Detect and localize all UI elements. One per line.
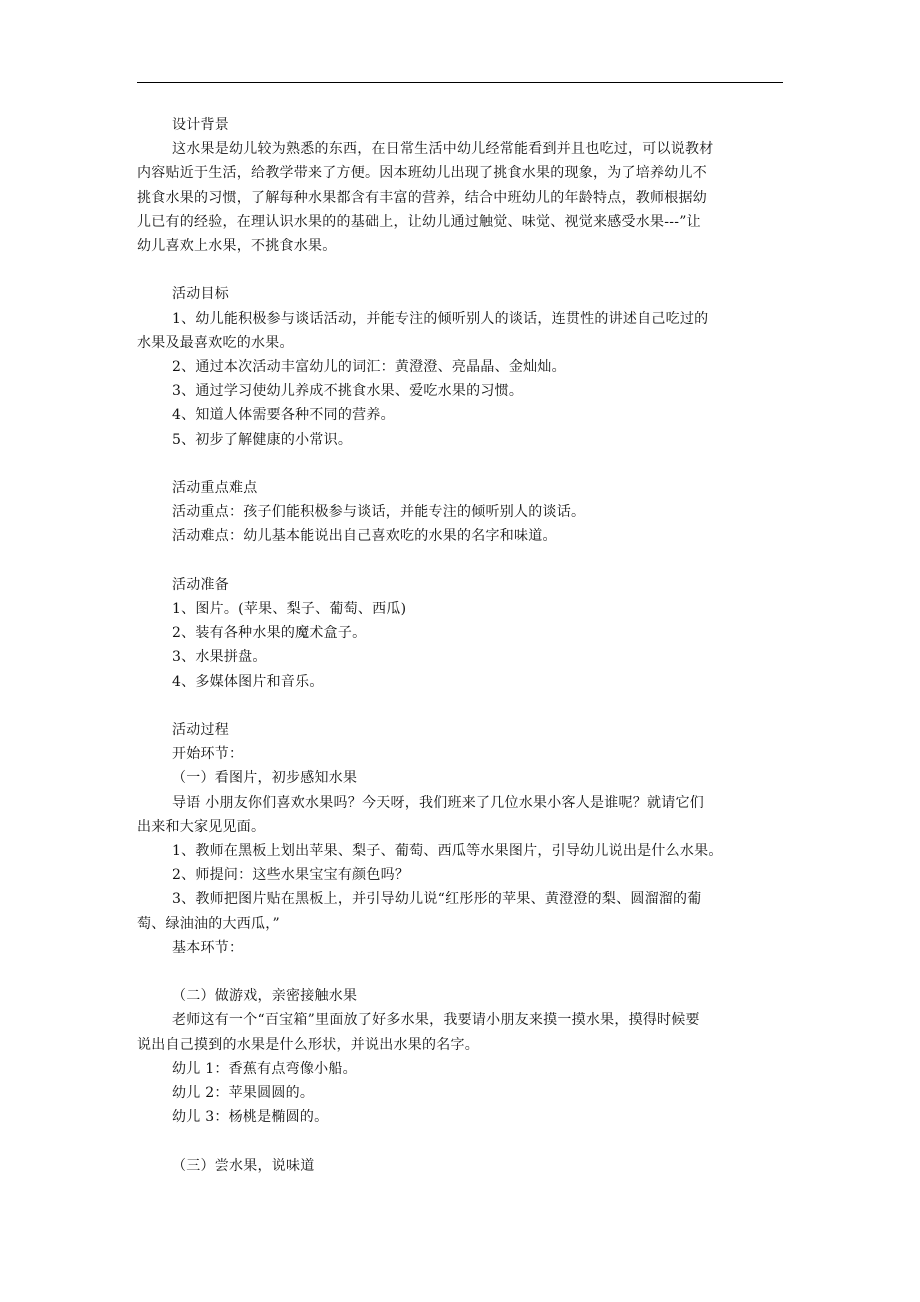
- paragraph-spacer: [137, 960, 783, 984]
- text-line: 老师这有一个“百宝箱”里面放了好多水果，我要请小朋友来摸一摸水果，摸得时候要: [172, 1012, 700, 1029]
- text-line: 水果及最喜欢吃的水果。: [137, 334, 294, 351]
- text-line: 3、通过学习使幼儿养成不挑食水果、爱吃水果的习惯。: [172, 383, 524, 400]
- text-line: 1、幼儿能积极参与谈话活动，并能专注的倾听别人的谈话，连贯性的讲述自己吃过的: [172, 310, 709, 327]
- text-line: 3、教师把图片贴在黑板上，并引导幼儿说“红彤彤的苹果、黄澄澄的梨、圆溜溜的葡: [172, 891, 702, 908]
- text-line: 开始环节：: [172, 746, 244, 763]
- text-line: 5、初步了解健康的小常识。: [172, 431, 353, 448]
- paragraph-spacer: [137, 452, 783, 476]
- text-line: 幼儿 1：香蕉有点弯像小船。: [172, 1060, 357, 1077]
- text-line: 儿已有的经验，在理认识水果的的基础上，让幼儿通过触觉、味觉、视觉来感受水果---”让: [137, 213, 701, 230]
- text-line: 活动重点：孩子们能积极参与谈话，并能专注的倾听别人的谈话。: [172, 504, 586, 521]
- text-line: 出来和大家见见面。: [137, 818, 266, 835]
- text-line: 幼儿 3：杨桃是椭圆的。: [172, 1109, 329, 1126]
- paragraph-spacer: [137, 694, 783, 718]
- text-line: 萄、绿油油的大西瓜，”: [137, 915, 280, 932]
- paragraph-spacer: [137, 258, 783, 282]
- text-line: 导语 小朋友你们喜欢水果吗？今天呀，我们班来了几位水果小客人是谁呢？就请它们: [172, 794, 704, 811]
- text-line: 这水果是幼儿较为熟悉的东西，在日常生活中幼儿经常能看到并且也吃过，可以说教材: [172, 141, 714, 158]
- text-line: 4、多媒体图片和音乐。: [172, 673, 324, 690]
- text-line: 内容贴近于生活，给教学带来了方便。因本班幼儿出现了挑食水果的现象，为了培养幼儿不: [137, 165, 707, 182]
- text-line: （三）尝水果，说味道: [172, 1157, 315, 1174]
- text-line: 幼儿喜欢上水果，不挑食水果。: [137, 238, 337, 255]
- text-line: 挑食水果的习惯，了解每种水果都含有丰富的营养，结合中班幼儿的年龄特点，教师根据幼: [137, 189, 707, 206]
- text-line: 1、教师在黑板上划出苹果、梨子、葡萄、西瓜等水果图片，引导幼儿说出是什么水果。: [172, 843, 723, 860]
- text-line: 活动重点难点: [172, 480, 258, 497]
- text-line: 活动难点：幼儿基本能说出自己喜欢吃的水果的名字和味道。: [172, 528, 557, 545]
- text-line: 活动目标: [172, 286, 229, 303]
- text-line: 说出自己摸到的水果是什么形状，并说出水果的名字。: [137, 1036, 479, 1053]
- text-line: 基本环节：: [172, 939, 244, 956]
- paragraph-spacer: [137, 549, 783, 573]
- text-line: 设计背景: [172, 117, 229, 133]
- text-line: 1、图片。(苹果、梨子、葡萄、西瓜): [172, 601, 407, 618]
- text-line: 4、知道人体需要各种不同的营养。: [172, 407, 395, 424]
- text-line: 活动过程: [172, 722, 229, 739]
- header-rule: [137, 82, 783, 83]
- text-line: 2、通过本次活动丰富幼儿的词汇：黄澄澄、亮晶晶、金灿灿。: [172, 359, 566, 376]
- document-body: [137, 113, 783, 1178]
- text-line: 2、装有各种水果的魔术盒子。: [172, 625, 367, 642]
- text-line: 2、师提问：这些水果宝宝有颜色吗？: [172, 867, 410, 884]
- paragraph-spacer: [137, 1129, 783, 1153]
- text-line: 幼儿 2：苹果圆圆的。: [172, 1085, 315, 1102]
- text-line: （二）做游戏，亲密接触水果: [172, 988, 358, 1005]
- text-line: （一）看图片，初步感知水果: [172, 770, 358, 787]
- text-line: 3、水果拼盘。: [172, 649, 267, 666]
- text-line: 活动准备: [172, 576, 229, 593]
